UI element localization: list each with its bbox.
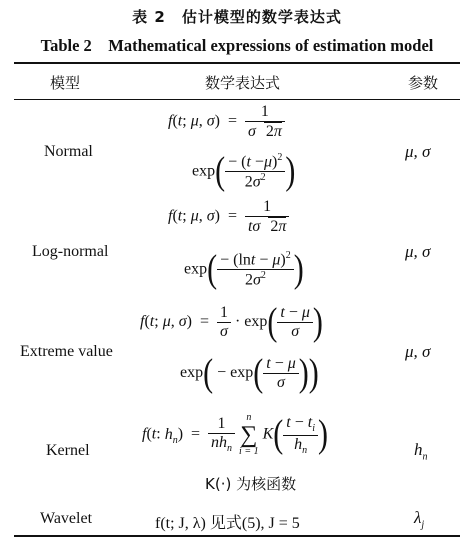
table-caption-en: Table 2 Mathematical expressions of estimation model: [40, 36, 434, 55]
row-normal-params: μ, σ: [405, 142, 431, 161]
row-wavelet-params: $\lambda_j$: [414, 508, 425, 531]
row-kernel-params: $h_n$: [414, 440, 428, 463]
normal-formula-line2: exp( $\frac{- (t -\mu)^2}{2\sigma^2}$ ): [192, 149, 296, 193]
table-caption-cn: 表 2 估计模型的数学表达式: [132, 8, 342, 26]
row-normal-model: Normal: [44, 143, 93, 160]
row-extreme-model: Extreme value: [20, 343, 113, 360]
extreme-formula-line1: f(t; μ, σ) = $\frac{1}{\sigma}$ · exp( $\frac{t - \mu}{\sigma}$ ): [140, 300, 323, 344]
lognormal-formula-line2: exp( $\frac{- (\ln t - \mu)^2}{2\sigma^2}$ ): [184, 247, 304, 291]
wavelet-formula: f(t; J, λ) 见式(5), J = 5: [155, 515, 300, 532]
kernel-formula: f(t: $h_n$) = $\frac{1}{nh_n}$ n ∑ i = 1 K( $\frac{t - t_i}{h_n}$ ): [142, 412, 328, 457]
header-params: 参数: [408, 74, 439, 92]
extreme-formula-line2: exp( − exp( $\frac{t - \mu}{\sigma}$ )): [180, 351, 319, 395]
top-rule: [14, 62, 460, 64]
header-rule: [14, 99, 460, 100]
normal-formula-line1: f(t; μ, σ) = $\frac{1}{\sigma 2\pi}$: [168, 103, 285, 141]
header-expression: 数学表达式: [205, 74, 281, 92]
kernel-note: K(·) 为核函数: [205, 475, 297, 493]
row-kernel-model: Kernel: [46, 442, 90, 459]
header-model: 模型: [50, 74, 81, 92]
row-extreme-params: μ, σ: [405, 342, 431, 361]
bottom-rule: [14, 535, 460, 537]
row-lognormal-params: μ, σ: [405, 242, 431, 261]
row-lognormal-model: Log-normal: [32, 243, 109, 260]
lognormal-formula-line1: f(t; μ, σ) = $\frac{1}{t\sigma 2\pi}$: [168, 198, 289, 236]
row-wavelet-model: Wavelet: [40, 510, 93, 527]
